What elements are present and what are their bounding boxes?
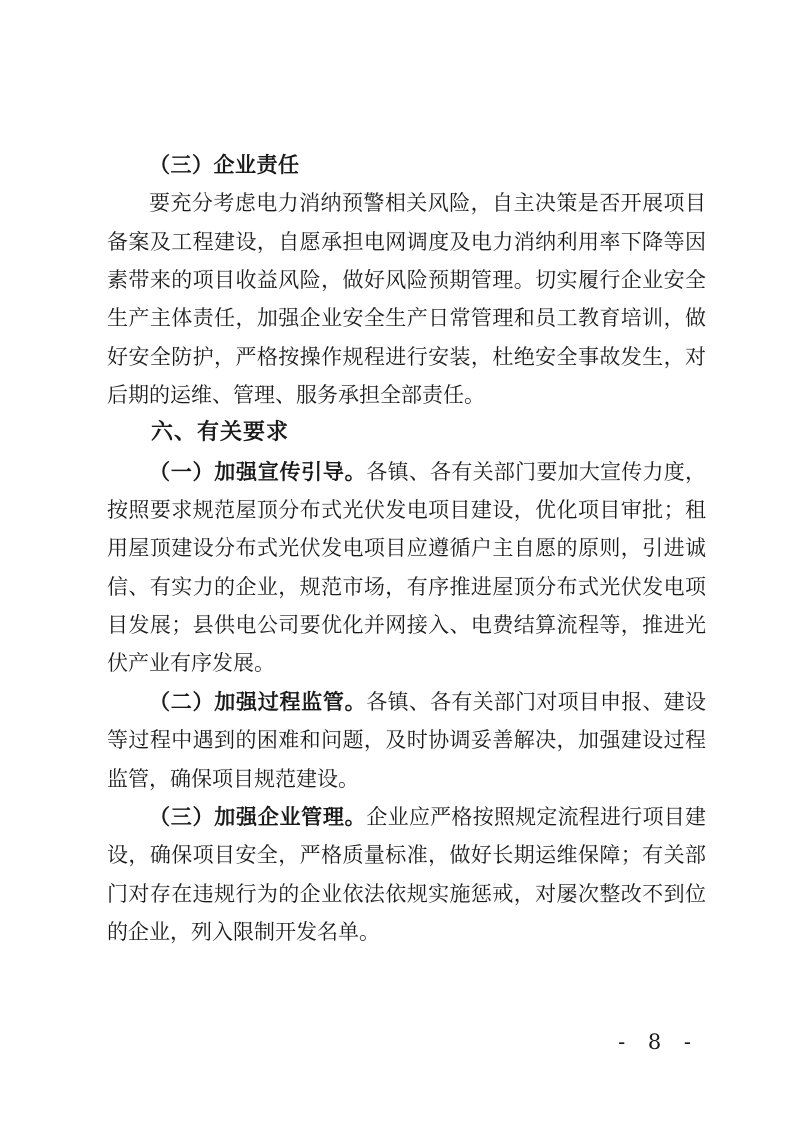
para-process-supervision-line-1-segment-1: 各镇、各有关部门对项目申报、建设 [366, 689, 706, 714]
para-process-supervision-line-3 [107, 760, 706, 798]
para-responsibility-line-2-segment-0: 备案及工程建设，自愿承担电网调度及电力消纳利用率下降等因 [107, 229, 706, 254]
para-responsibility-line-6 [107, 376, 706, 414]
para-responsibility-line-3 [107, 261, 706, 299]
para-enterprise-management-line-3 [107, 875, 706, 913]
para-enterprise-management-line-1-segment-0: （三）加强企业管理。 [149, 803, 367, 829]
para-enterprise-management-line-4-segment-0: 的企业，列入限制开发名单。 [107, 919, 380, 944]
para-publicity-line-3-segment-0: 用屋顶建设分布式光伏发电项目应遵循户主自愿的原则，引进诚 [107, 536, 706, 561]
para-responsibility-line-2 [107, 223, 706, 261]
para-enterprise-management-line-3-segment-0: 门对存在违规行为的企业依法依规实施惩戒，对屡次整改不到位 [107, 881, 706, 906]
para-responsibility-line-4 [107, 299, 706, 337]
para-process-supervision-line-1 [107, 683, 706, 721]
heading-enterprise-responsibility [107, 146, 706, 184]
para-publicity-line-3 [107, 529, 706, 567]
heading-related-requirements-segment-0: 六、有关要求 [151, 420, 290, 446]
para-publicity-line-5 [107, 606, 706, 644]
para-responsibility-line-3-segment-0: 素带来的项目收益风险，做好风险预期管理。切实履行企业安全 [107, 268, 706, 293]
para-responsibility-line-1-segment-0: 要充分考虑电力消纳预警相关风险，自主决策是否开展项目 [149, 191, 706, 216]
para-publicity-line-4-segment-0: 信、有实力的企业，规范市场，有序推进屋顶分布式光伏发电项 [107, 574, 706, 599]
para-process-supervision-line-2 [107, 721, 706, 759]
para-responsibility-line-6-segment-0: 后期的运维、管理、服务承担全部责任。 [107, 383, 485, 408]
para-publicity-line-6-segment-0: 伏产业有序发展。 [107, 651, 275, 676]
para-responsibility-line-4-segment-0: 生产主体责任，加强企业安全生产日常管理和员工教育培训，做 [107, 306, 706, 331]
para-publicity-line-1-segment-1: 各镇、各有关部门要加大宣传力度， [366, 459, 706, 484]
para-enterprise-management-line-4 [107, 913, 706, 951]
para-process-supervision-line-1-segment-0: （二）加强过程监管。 [149, 688, 367, 714]
para-publicity-line-2 [107, 491, 706, 529]
para-responsibility-line-5-segment-0: 好安全防护，严格按操作规程进行安装，杜绝安全事故发生，对 [107, 344, 706, 369]
heading-related-requirements [107, 414, 706, 452]
para-publicity-line-6 [107, 644, 706, 682]
para-enterprise-management-line-1 [107, 798, 706, 836]
para-publicity-line-1 [107, 453, 706, 491]
para-responsibility-line-1 [107, 184, 706, 222]
para-publicity-line-2-segment-0: 按照要求规范屋顶分布式光伏发电项目建设，优化项目审批；租 [107, 498, 706, 523]
para-process-supervision-line-2-segment-0: 等过程中遇到的困难和问题，及时协调妥善解决，加强建设过程 [107, 728, 706, 753]
para-responsibility-line-5 [107, 338, 706, 376]
para-enterprise-management-line-2 [107, 836, 706, 874]
para-publicity-line-1-segment-0: （一）加强宣传引导。 [149, 458, 367, 484]
document-body [107, 146, 706, 951]
para-enterprise-management-line-1-segment-1: 企业应严格按照规定流程进行项目建 [366, 804, 706, 829]
page-number: - 8 - [618, 1030, 696, 1054]
para-publicity-line-5-segment-0: 目发展；县供电公司要优化并网接入、电费结算流程等，推进光 [107, 613, 706, 638]
para-process-supervision-line-3-segment-0: 监管，确保项目规范建设。 [107, 766, 359, 791]
para-enterprise-management-line-2-segment-0: 设，确保项目安全，严格质量标准，做好长期运维保障；有关部 [107, 843, 706, 868]
heading-enterprise-responsibility-segment-0: （三）企业责任 [149, 152, 300, 177]
para-publicity-line-4 [107, 568, 706, 606]
